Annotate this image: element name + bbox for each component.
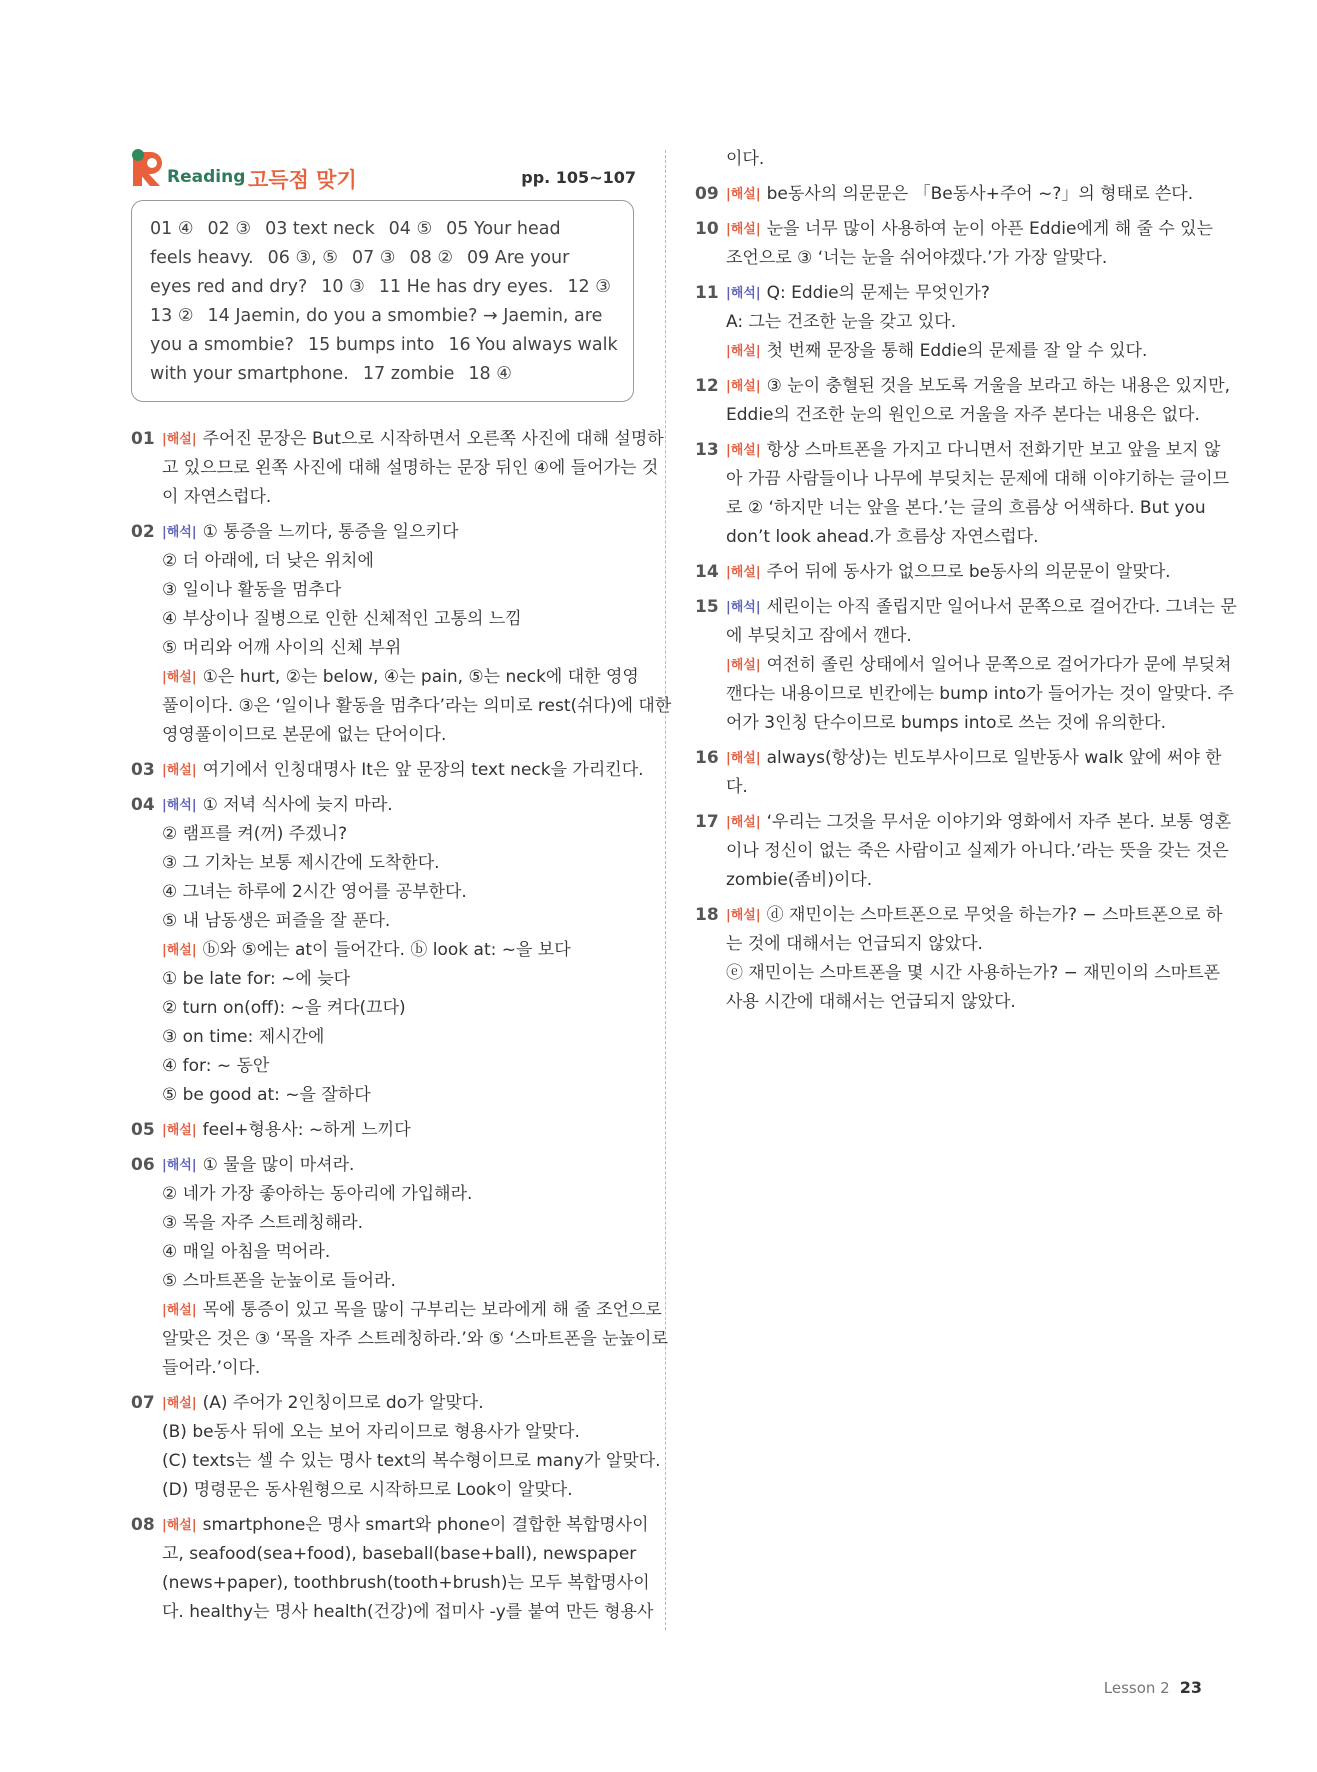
explanation-tag: |해설| xyxy=(162,670,197,685)
text-line xyxy=(162,518,636,547)
explanation-tag: |해설| xyxy=(726,751,761,766)
text-line: 이다. xyxy=(726,149,765,169)
text-line: ③ 일이나 활동을 멈추다 xyxy=(162,580,342,600)
translation-tag: |해석| xyxy=(726,600,761,615)
text-line: ④ 매일 아침을 먹어라. xyxy=(162,1242,331,1262)
text-line xyxy=(726,215,1214,244)
translation-tag: |해석| xyxy=(162,1158,197,1173)
text-line xyxy=(162,425,664,454)
text-line: 풀이이다. ③은 ‘일이나 활동을 멈추다’라는 의미로 rest(쉬다)에 대한 xyxy=(162,696,672,716)
explanation-tag: |해설| xyxy=(162,763,197,778)
text-line: (B) be동사 뒤에 오는 보어 자리이므로 형용사가 알맞다. xyxy=(162,1422,580,1442)
text-line: ② turn on(off): ~을 켜다(끄다) xyxy=(162,998,406,1018)
answer-item: 03 text neck xyxy=(265,219,375,239)
line-text: ‘우리는 그것을 무서운 이야기와 영화에서 자주 본다. 보통 영혼 xyxy=(766,812,1232,832)
text-line xyxy=(726,593,1237,622)
explanation-tag: |해설| xyxy=(726,187,761,202)
text-line: ⓔ 재민이는 스마트폰을 몇 시간 사용하는가? − 재민이의 스마트폰 xyxy=(726,963,1221,983)
text-line: 다. xyxy=(726,777,748,797)
explanation-tag: |해설| xyxy=(726,815,761,830)
text-line xyxy=(726,744,1222,773)
question-number: 18 xyxy=(695,905,719,925)
explanation-tag: |해설| xyxy=(726,344,761,359)
text-line: 아 가끔 사람들이나 나무에 부딪치는 문제에 대해 이야기하는 글이므 xyxy=(726,469,1230,489)
line-text: 주어 뒤에 동사가 없으므로 be동사의 의문문이 알맞다. xyxy=(766,562,1171,582)
text-line xyxy=(162,1389,636,1418)
line-text: 목에 통증이 있고 목을 많이 구부리는 보라에게 해 줄 조언으로 xyxy=(202,1300,662,1320)
text-line xyxy=(726,436,1221,465)
column-divider xyxy=(665,150,666,1630)
explanation-tag: |해설| xyxy=(726,565,761,580)
question-number: 10 xyxy=(695,219,719,239)
text-line: 에 부딪치고 잠에서 깬다. xyxy=(726,626,912,646)
answer-item: 01 ④ xyxy=(150,219,194,239)
text-line: 사용 시간에 대해서는 언급되지 않았다. xyxy=(726,992,1016,1012)
answer-item: 18 ④ xyxy=(468,364,512,384)
question-number: 02 xyxy=(131,522,155,542)
text-line: ③ on time: 제시간에 xyxy=(162,1027,325,1047)
text-line: 이 자연스럽다. xyxy=(162,487,272,507)
text-line: Eddie의 건조한 눈의 원인으로 거울을 자주 본다는 내용은 없다. xyxy=(726,405,1200,425)
text-line: 들어라.’이다. xyxy=(162,1358,261,1378)
text-line xyxy=(726,901,1223,930)
text-line xyxy=(162,1296,662,1325)
text-line: (news+paper), toothbrush(tooth+brush)는 모두 복합명사이 xyxy=(162,1573,650,1593)
line-text: 항상 스마트폰을 가지고 다니면서 전화기만 보고 앞을 보지 않 xyxy=(766,440,1221,460)
explanation-tag: |해설| xyxy=(162,943,197,958)
question-number: 13 xyxy=(695,440,719,460)
text-line xyxy=(726,558,1202,587)
text-line: ④ for: ~ 동안 xyxy=(162,1056,270,1076)
question-number: 06 xyxy=(131,1155,155,1175)
translation-tag: |해석| xyxy=(726,286,761,301)
text-line: ⑤ 머리와 어깨 사이의 신체 부위 xyxy=(162,638,402,658)
question-number: 04 xyxy=(131,795,155,815)
question-number: 17 xyxy=(695,812,719,832)
answer-item: 04 ⑤ xyxy=(388,219,433,239)
text-line: don’t look ahead.가 흐름상 자연스럽다. xyxy=(726,527,1039,547)
line-text: ① 물을 많이 마셔라. xyxy=(202,1155,355,1175)
answer-row xyxy=(150,215,615,244)
answer-item: 08 ② xyxy=(409,248,454,268)
text-line xyxy=(726,279,1202,308)
text-line xyxy=(726,372,1231,401)
text-line: ① be late for: ~에 늦다 xyxy=(162,969,351,989)
text-line: 깬다는 내용이므로 빈칸에는 bump into가 들어가는 것이 알맞다. 주 xyxy=(726,684,1234,704)
text-line: 조언으로 ③ ‘너는 눈을 쉬어야겠다.’가 가장 알맞다. xyxy=(726,248,1108,268)
translation-tag: |해석| xyxy=(162,798,197,813)
answer-item: 07 ③ xyxy=(351,248,396,268)
question-number: 11 xyxy=(695,283,719,303)
line-text: feel+형용사: ~하게 느끼다 xyxy=(202,1120,411,1140)
answer-item: 12 ③ xyxy=(567,277,611,297)
explanation-tag: |해설| xyxy=(162,1396,197,1411)
line-text: ① 통증을 느끼다, 통증을 일으키다 xyxy=(202,522,459,542)
line-text: ⓓ 재민이는 스마트폰으로 무엇을 하는가? − 스마트폰으로 하 xyxy=(766,905,1223,925)
answer-row xyxy=(150,360,615,389)
answer-item: 17 zombie xyxy=(362,364,455,384)
section-title: 고득점 맞기 xyxy=(248,168,357,192)
explanation-tag: |해설| xyxy=(162,432,197,447)
text-line: 이나 정신이 없는 죽은 사람이고 실제가 아니다.’라는 뜻을 갖는 것은 xyxy=(726,841,1229,861)
page-range: pp. 105~107 xyxy=(521,168,636,187)
line-text: 세린이는 아직 졸립지만 일어나서 문쪽으로 걸어간다. 그녀는 문 xyxy=(766,597,1237,617)
line-text: 첫 번째 문장을 통해 Eddie의 문제를 잘 알 수 있다. xyxy=(766,341,1148,361)
line-text: 여전히 졸린 상태에서 일어나 문쪽으로 걸어가다가 문에 부딪쳐 xyxy=(766,655,1232,675)
question-number: 14 xyxy=(695,562,719,582)
text-line: 는 것에 대해서는 언급되지 않았다. xyxy=(726,934,983,954)
answer-item: 06 ③, ⑤ xyxy=(267,248,338,268)
line-text: (A) 주어가 2인칭이므로 do가 알맞다. xyxy=(202,1393,484,1413)
page-number: 23 xyxy=(1179,1678,1202,1697)
text-line: 다. healthy는 명사 health(건강)에 접미사 -y를 붙여 만든 형용사 xyxy=(162,1602,654,1622)
answer-item: feels heavy. xyxy=(150,248,254,268)
text-line: 고, seafood(sea+food), baseball(base+ball), newspaper xyxy=(162,1544,637,1564)
question-number: 15 xyxy=(695,597,719,617)
text-line xyxy=(726,808,1232,837)
explanation-tag: |해설| xyxy=(162,1518,197,1533)
question-number: 09 xyxy=(695,184,719,204)
translation-tag: |해석| xyxy=(162,525,197,540)
explanation-tag: |해설| xyxy=(726,908,761,923)
text-line: 고 있으므로 왼쪽 사진에 대해 설명하는 문장 뒤인 ④에 들어가는 것 xyxy=(162,458,659,478)
text-line: (D) 명령문은 동사원형으로 시작하므로 Look이 알맞다. xyxy=(162,1480,573,1500)
text-line xyxy=(162,936,636,965)
text-line xyxy=(162,663,639,692)
answer-item: 14 Jaemin, do you a smombie? → Jaemin, are xyxy=(207,306,603,326)
text-line: ④ 그녀는 하루에 2시간 영어를 공부한다. xyxy=(162,882,467,902)
text-line xyxy=(726,651,1232,680)
answer-item: you a smombie? xyxy=(150,335,294,355)
text-line xyxy=(726,337,1202,366)
answer-row xyxy=(150,273,615,302)
text-line xyxy=(162,756,644,785)
answer-item: 13 ② xyxy=(150,306,194,326)
line-text: 눈을 너무 많이 사용하여 눈이 아픈 Eddie에게 해 줄 수 있는 xyxy=(766,219,1214,239)
answer-item: 16 You always walk xyxy=(448,335,618,355)
answer-item: 15 bumps into xyxy=(307,335,435,355)
line-text: always(항상)는 빈도부사이므로 일반동사 walk 앞에 써야 한 xyxy=(766,748,1222,768)
explanation-tag: |해설| xyxy=(726,658,761,673)
text-line: ⑤ be good at: ~을 잘하다 xyxy=(162,1085,371,1105)
line-text: ①은 hurt, ②는 below, ④는 pain, ⑤는 neck에 대한 영영 xyxy=(202,667,639,687)
text-line: zombie(좀비)이다. xyxy=(726,870,873,890)
answer-item: with your smartphone. xyxy=(150,364,349,384)
question-number: 07 xyxy=(131,1393,155,1413)
explanation-tag: |해설| xyxy=(726,222,761,237)
text-line: ⑤ 내 남동생은 퍼즐을 잘 푼다. xyxy=(162,911,391,931)
brand-title: Reading xyxy=(167,167,246,187)
answer-item: 10 ③ xyxy=(321,277,365,297)
line-text: ① 저녁 식사에 늦지 마라. xyxy=(202,795,393,815)
text-line: ③ 그 기차는 보통 제시간에 도착한다. xyxy=(162,853,440,873)
text-line: ② 더 아래에, 더 낮은 위치에 xyxy=(162,551,374,571)
question-number: 03 xyxy=(131,760,155,780)
text-line: ② 램프를 켜(꺼) 주겠니? xyxy=(162,824,348,844)
line-text: smartphone은 명사 smart와 phone이 결합한 복합명사이 xyxy=(202,1515,649,1535)
line-text: ③ 눈이 충혈된 것을 보도록 거울을 보라고 하는 내용은 있지만, xyxy=(766,376,1231,396)
page-footer xyxy=(1104,1678,1202,1697)
text-line: 로 ② ‘하지만 너는 앞을 본다.’는 글의 흐름상 어색하다. But you xyxy=(726,498,1206,518)
answer-item: 09 Are your xyxy=(467,248,570,268)
text-line: 영영풀이이므로 본문에 없는 단어이다. xyxy=(162,725,447,745)
question-number: 08 xyxy=(131,1515,155,1535)
answer-item: eyes red and dry? xyxy=(150,277,308,297)
answer-row xyxy=(150,331,618,360)
line-text: Q: Eddie의 문제는 무엇인가? xyxy=(766,283,990,303)
text-line: (C) texts는 셀 수 있는 명사 text의 복수형이므로 many가 알맞다. xyxy=(162,1451,661,1471)
answer-row xyxy=(150,302,615,331)
answer-row xyxy=(150,244,615,273)
question-number: 01 xyxy=(131,429,155,449)
explanation-tag: |해설| xyxy=(726,443,761,458)
line-text: ⓑ와 ⑤에는 at이 들어간다. ⓑ look at: ~을 보다 xyxy=(202,940,571,960)
text-line xyxy=(726,180,1202,209)
text-line: ④ 부상이나 질병으로 인한 신체적인 고통의 느낌 xyxy=(162,609,522,629)
section-header xyxy=(131,148,636,192)
question-number: 12 xyxy=(695,376,719,396)
text-line xyxy=(162,1511,649,1540)
lesson-label: Lesson 2 xyxy=(1103,1679,1170,1697)
line-text: be동사의 의문문은 「Be동사+주어 ~?」의 형태로 쓴다. xyxy=(766,184,1194,204)
question-number: 05 xyxy=(131,1120,155,1140)
text-line: A: 그는 건조한 눈을 갖고 있다. xyxy=(726,312,957,332)
text-line xyxy=(162,791,636,820)
line-text: 여기에서 인칭대명사 It은 앞 문장의 text neck을 가리킨다. xyxy=(202,760,644,780)
explanation-tag: |해설| xyxy=(726,379,761,394)
explanation-tag: |해설| xyxy=(162,1123,197,1138)
reading-logo-icon xyxy=(131,148,165,188)
answer-item: 11 He has dry eyes. xyxy=(378,277,554,297)
text-line xyxy=(162,1116,636,1145)
text-line: ⑤ 스마트폰을 눈높이로 들어라. xyxy=(162,1271,396,1291)
answer-item: 02 ③ xyxy=(207,219,252,239)
text-line: 알맞은 것은 ③ ‘목을 자주 스트레칭하라.’와 ⑤ ‘스마트폰을 눈높이로 xyxy=(162,1329,668,1349)
text-line xyxy=(162,1151,636,1180)
question-number: 16 xyxy=(695,748,719,768)
text-line: ③ 목을 자주 스트레칭해라. xyxy=(162,1213,364,1233)
explanation-tag: |해설| xyxy=(162,1303,197,1318)
answer-item: 05 Your head xyxy=(446,219,561,239)
text-line: 어가 3인칭 단수이므로 bumps into로 쓰는 것에 유의한다. xyxy=(726,713,1166,733)
answer-key-box xyxy=(131,200,634,402)
text-line: ② 네가 가장 좋아하는 동아리에 가입해라. xyxy=(162,1184,473,1204)
line-text: 주어진 문장은 But으로 시작하면서 오른쪽 사진에 대해 설명하 xyxy=(202,429,664,449)
